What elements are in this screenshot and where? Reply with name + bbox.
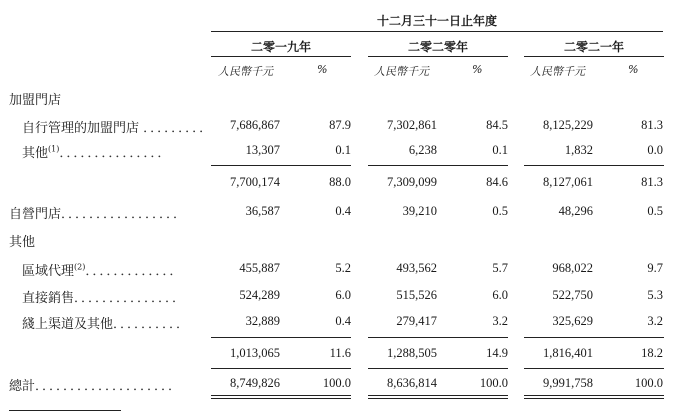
cell-row2-2020-percent: 0.1	[492, 143, 508, 157]
row-label-self-operated: 自營門店．．．．．．．．．．．．．．．．．	[9, 207, 187, 222]
year-header-2021: 二零二一年	[563, 40, 624, 54]
row-label-other-1: 其他$^{(1)}$．．．．．．．．．．．．．．．	[22, 144, 171, 161]
cell-row8-2021-percent: 3.2	[647, 314, 663, 328]
cell-row10-2020-percent: 100.0	[479, 376, 508, 390]
row-label-online: 綫上渠道及其他．．．．．．．．．．	[22, 317, 190, 332]
unit-percent-2021: %	[628, 63, 639, 76]
cell-row7-2020-percent: 6.0	[492, 288, 508, 302]
cell-row3-2019-amount: 7,700,174	[230, 175, 280, 189]
cell-row7-2019-amount: 524,289	[239, 288, 280, 302]
subtotal-rule-2019-a	[211, 165, 351, 166]
cell-row8-2020-percent: 3.2	[492, 314, 508, 328]
cell-row4-2020-amount: 39,210	[402, 204, 437, 218]
row-label-self-managed: 自行管理的加盟門店 ．．．．．．．．．	[22, 121, 213, 136]
cell-row4-2019-percent: 0.4	[335, 204, 351, 218]
cell-row4-2019-amount: 36,587	[245, 204, 280, 218]
cell-row3-2021-amount: 8,127,061	[543, 175, 593, 189]
cell-row6-2020-percent: 5.7	[492, 261, 508, 275]
year-header-2019: 二零一九年	[250, 40, 311, 54]
total-top-rule-2021	[524, 368, 664, 369]
cell-row6-2019-amount: 455,887	[239, 261, 280, 275]
row-label-total: 總計．．．．．．．．．．．．．．．．．．．．	[9, 379, 182, 394]
unit-currency-2019: 人民幣千元	[218, 65, 273, 78]
period-heading: 十二月三十一日止年度	[376, 14, 497, 28]
total-top-rule-2020	[368, 368, 508, 369]
cell-row9-2019-amount: 1,013,065	[230, 346, 280, 360]
total-double-rule-2021	[524, 395, 664, 399]
unit-currency-2020: 人民幣千元	[374, 65, 429, 78]
cell-row10-2019-amount: 8,749,826	[230, 376, 280, 390]
cell-row1-2019-percent: 87.9	[329, 118, 351, 132]
subtotal-rule-2020-a	[368, 165, 508, 166]
row-label-direct-sales: 直接銷售．．．．．．．．．．．．．．．	[22, 291, 186, 306]
cell-row9-2020-percent: 14.9	[486, 346, 508, 360]
cell-row1-2019-amount: 7,686,867	[230, 118, 280, 132]
cell-row2-2019-percent: 0.1	[335, 143, 351, 157]
cell-row2-2019-amount: 13,307	[245, 143, 280, 157]
cell-row3-2021-percent: 81.3	[641, 175, 663, 189]
cell-row3-2020-percent: 84.6	[486, 175, 508, 189]
cell-row4-2020-percent: 0.5	[492, 204, 508, 218]
cell-row3-2020-amount: 7,309,099	[387, 175, 437, 189]
unit-percent-2019: %	[317, 63, 328, 76]
total-double-rule-2020	[368, 395, 508, 399]
row-label-franchise: 加盟門店	[9, 93, 62, 108]
total-double-rule-2019	[211, 395, 351, 399]
unit-currency-2021: 人民幣千元	[530, 65, 585, 78]
total-top-rule-2019	[211, 368, 351, 369]
year-rule-2019	[211, 56, 351, 57]
cell-row8-2020-amount: 279,417	[396, 314, 437, 328]
cell-row9-2021-amount: 1,816,401	[543, 346, 593, 360]
cell-row6-2021-amount: 968,022	[552, 261, 593, 275]
cell-row1-2021-percent: 81.3	[641, 118, 663, 132]
cell-row10-2021-amount: 9,991,758	[543, 376, 593, 390]
cell-row9-2020-amount: 1,288,505	[387, 346, 437, 360]
cell-row7-2021-percent: 5.3	[647, 288, 663, 302]
cell-row2-2021-amount: 1,832	[564, 143, 593, 157]
cell-row7-2020-amount: 515,526	[396, 288, 437, 302]
cell-row6-2020-amount: 493,562	[396, 261, 437, 275]
cell-row10-2021-percent: 100.0	[634, 376, 663, 390]
cell-row8-2021-amount: 325,629	[552, 314, 593, 328]
cell-row6-2019-percent: 5.2	[335, 261, 351, 275]
year-header-2020: 二零二零年	[407, 40, 468, 54]
unit-percent-2020: %	[472, 63, 483, 76]
cell-row1-2021-amount: 8,125,229	[543, 118, 593, 132]
cell-row8-2019-percent: 0.4	[335, 314, 351, 328]
row-label-regional-agent: 區域代理$^{(2)}$．．．．．．．．．．．．．	[22, 262, 183, 279]
year-rule-2021	[524, 56, 664, 57]
cell-row9-2021-percent: 18.2	[641, 346, 663, 360]
cell-row2-2021-percent: 0.0	[647, 143, 663, 157]
cell-row1-2020-percent: 84.5	[486, 118, 508, 132]
cell-row1-2020-amount: 7,302,861	[387, 118, 437, 132]
cell-row4-2021-percent: 0.5	[647, 204, 663, 218]
subtotal-rule-2019-b	[211, 337, 351, 338]
cell-row10-2020-amount: 8,636,814	[387, 376, 437, 390]
cell-row7-2019-percent: 6.0	[335, 288, 351, 302]
cell-row10-2019-percent: 100.0	[322, 376, 351, 390]
cell-row8-2019-amount: 32,889	[245, 314, 280, 328]
cell-row6-2021-percent: 9.7	[647, 261, 663, 275]
subtotal-rule-2020-b	[368, 337, 508, 338]
cell-row4-2021-amount: 48,296	[558, 204, 593, 218]
cell-row7-2021-amount: 522,750	[552, 288, 593, 302]
period-rule	[211, 31, 663, 32]
cell-row3-2019-percent: 88.0	[329, 175, 351, 189]
year-rule-2020	[368, 56, 508, 57]
cell-row2-2020-amount: 6,238	[408, 143, 437, 157]
row-label-others: 其他	[9, 235, 36, 250]
cell-row9-2019-percent: 11.6	[329, 346, 351, 360]
subtotal-rule-2021-b	[524, 337, 664, 338]
subtotal-rule-2021-a	[524, 165, 664, 166]
footnote-rule	[9, 410, 121, 411]
